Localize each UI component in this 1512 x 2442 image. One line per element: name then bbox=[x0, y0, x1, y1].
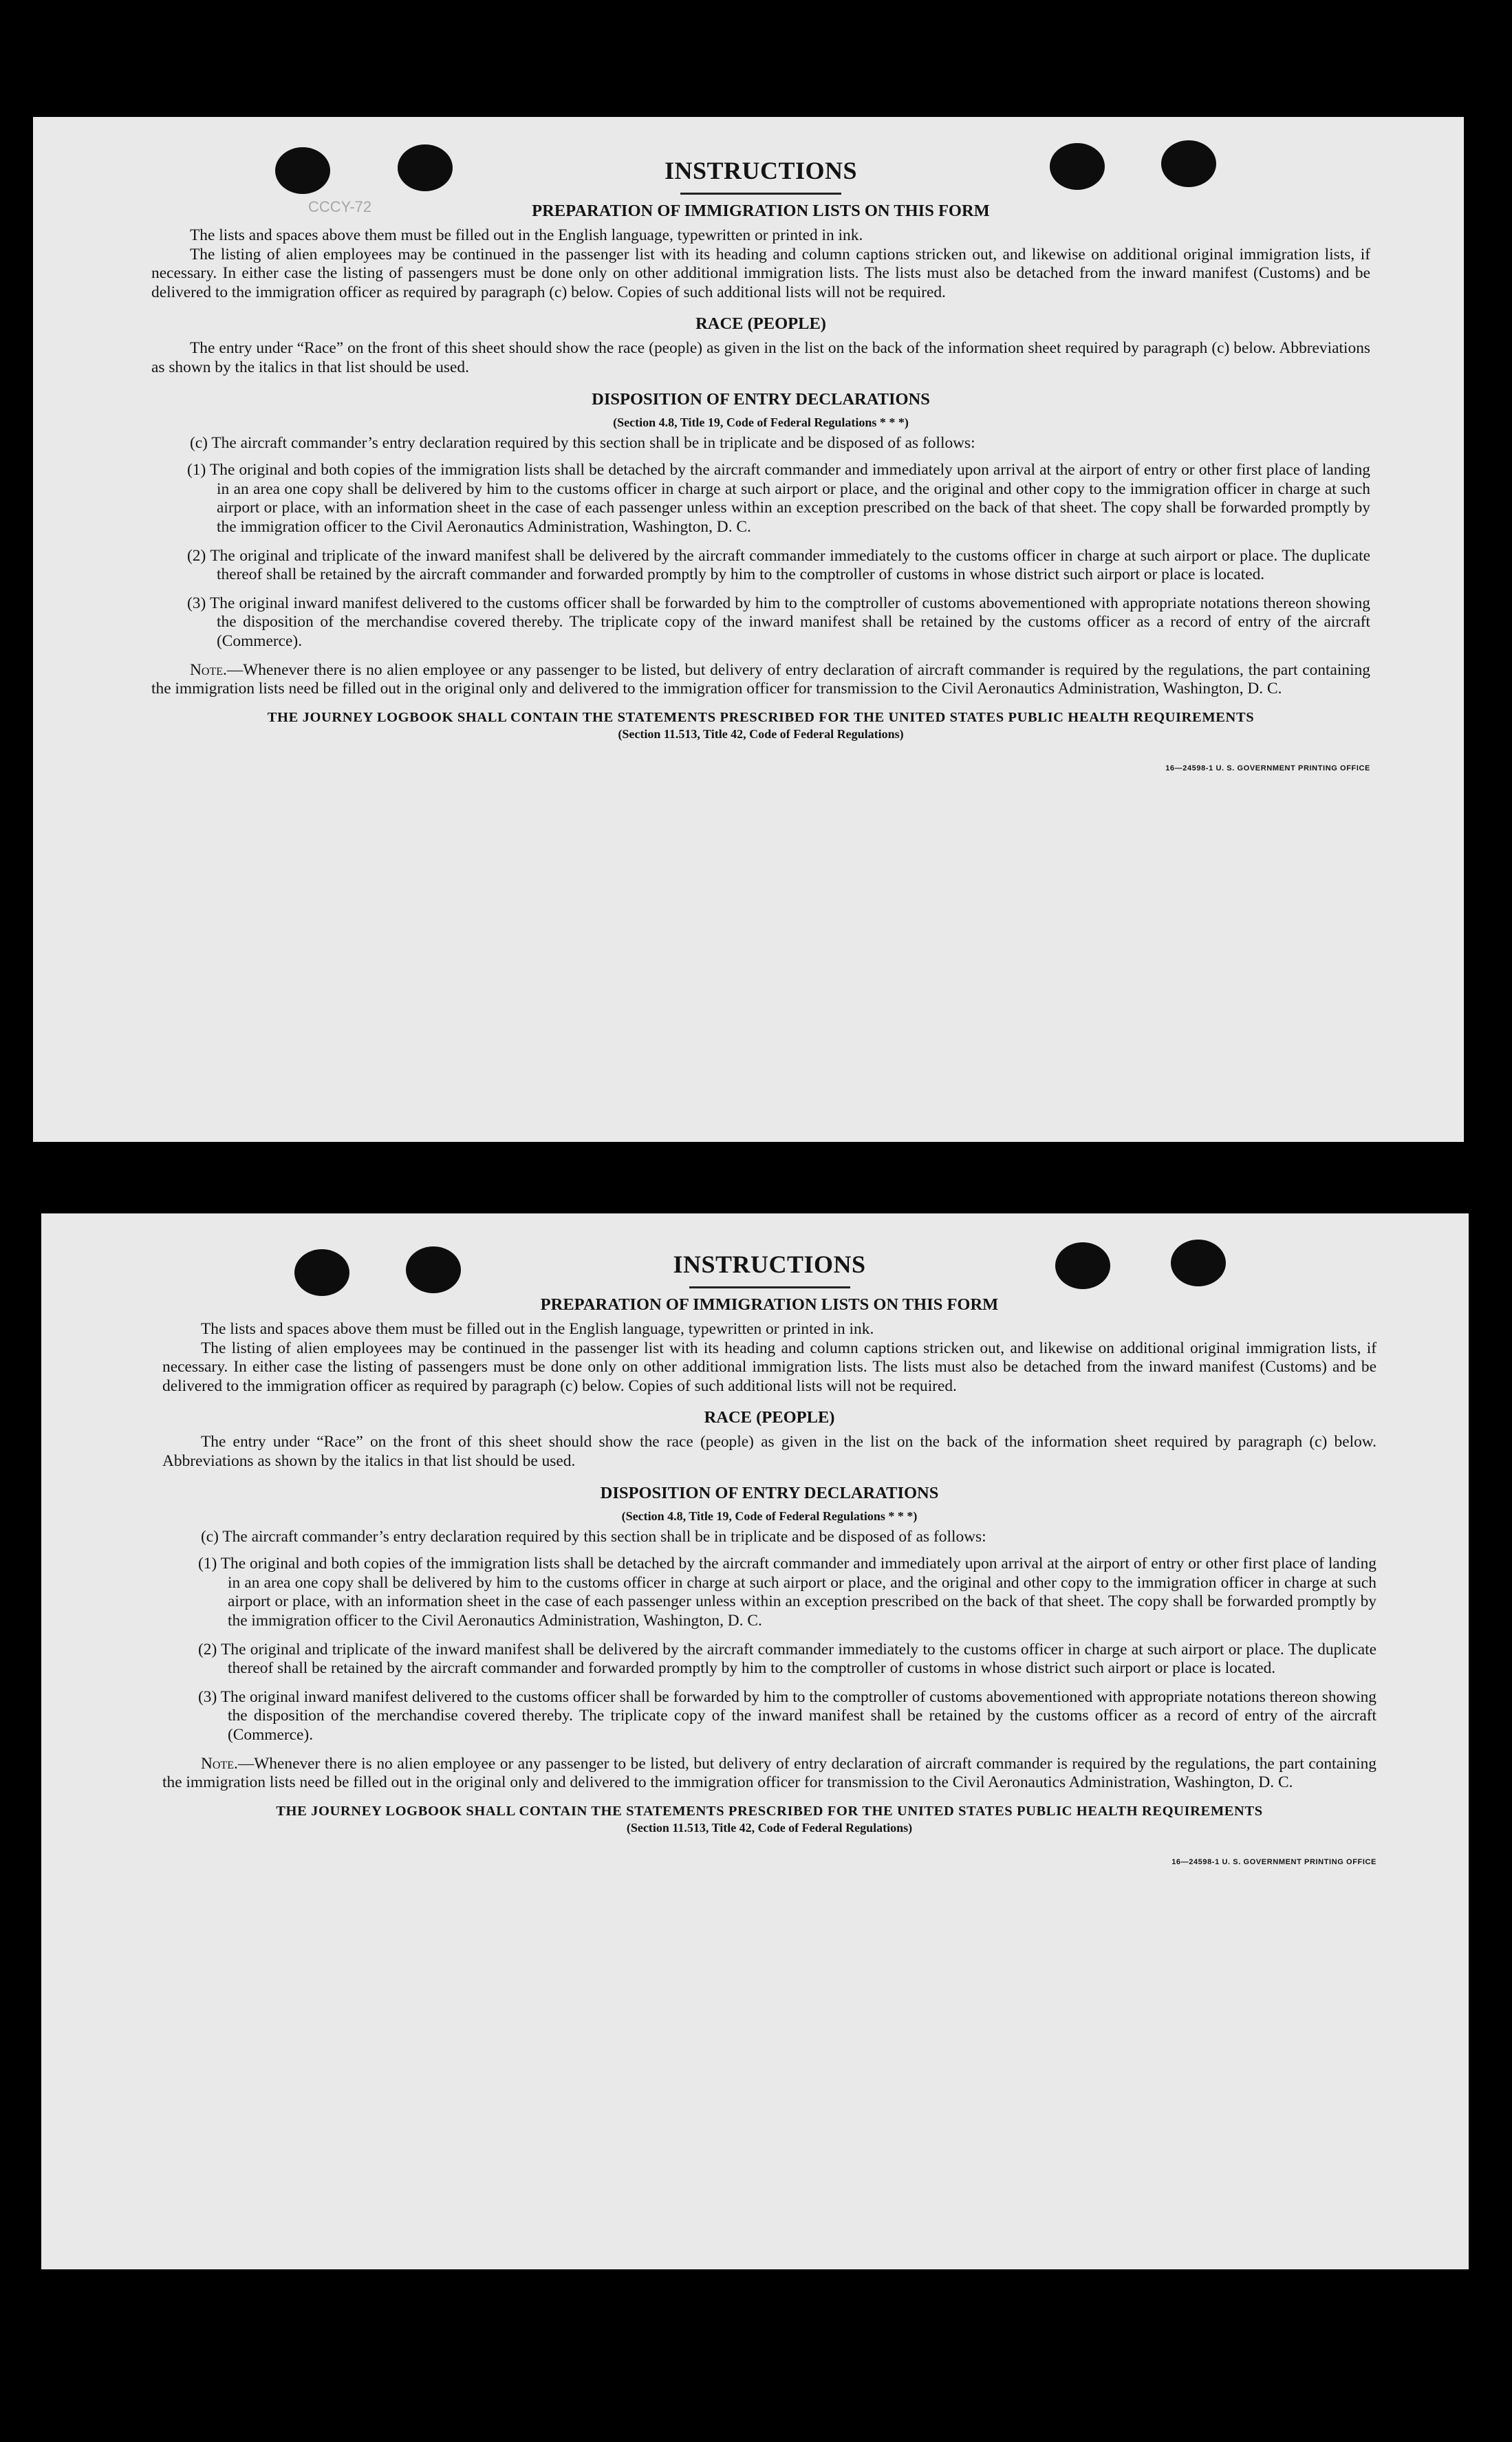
instruction-sheet-2 bbox=[41, 1213, 1469, 2269]
footer-citation: (Section 11.513, Title 42, Code of Federal Regulations) bbox=[626, 1820, 913, 1835]
regulation-citation: (Section 4.8, Title 19, Code of Federal Regulations * * *) bbox=[613, 415, 909, 429]
sheet-content bbox=[33, 157, 1464, 778]
sheet-content bbox=[41, 1251, 1469, 1872]
section-heading-race: RACE (PEOPLE) bbox=[695, 314, 826, 334]
paragraph: The listing of alien employees may be continued in the passenger list with its heading and column captions stricken out, and likewise on additional original immigration lists, if necessary. In either case the listing of passengers must be done only on other additional immigration lists. The lists must also be detached from the inward manifest (Customs) and be delivered to the immigration officer as required by paragraph (c) below. Copies of such additional lists will not be required. bbox=[151, 245, 1370, 301]
list-item: (1) The original and both copies of the immigration lists shall be detached by the aircraft commander and immediately upon arrival at the airport of entry or other first place of landing in an area one copy shall be delivered by him to the customs officer in charge at such airport or place, and the original and other copy to the immigration officer in charge at such airport or place, with an information sheet in the case of each passenger unless within an exception prescribed on the back of that sheet. The copy shall be forwarded promptly by the immigration officer to the Civil Aeronautics Administration, Washington, D. C. bbox=[198, 1555, 1376, 1630]
note-label: Note. bbox=[201, 1754, 238, 1773]
footer-citation: (Section 11.513, Title 42, Code of Federal Regulations) bbox=[618, 726, 904, 741]
paragraph: The entry under “Race” on the front of this sheet should show the race (people) as given in the list on the back of the information sheet required by paragraph (c) below. Abbreviations as shown by the italics in that list should be used. bbox=[162, 1433, 1376, 1470]
list-item: (2) The original and triplicate of the inward manifest shall be delivered by the aircraft commander immediately to the customs officer in charge at such airport or place. The duplicate thereof shall be retained by the aircraft commander and forwarded promptly by him to the comptroller of customs in whose district such airport or place is located. bbox=[187, 546, 1370, 584]
note-paragraph bbox=[162, 1755, 1376, 1793]
paragraph: The lists and spaces above them must be filled out in the English language, typewritten or printed in ink. bbox=[190, 226, 863, 244]
regulation-citation: (Section 4.8, Title 19, Code of Federal Regulations * * *) bbox=[621, 1509, 918, 1523]
paragraph: The listing of alien employees may be continued in the passenger list with its heading and column captions stricken out, and likewise on additional original immigration lists, if necessary. In either case the listing of passengers must be done only on other additional immigration lists. The lists must also be detached from the inward manifest (Customs) and be delivered to the immigration officer as required by paragraph (c) below. Copies of such additional lists will not be required. bbox=[162, 1339, 1376, 1395]
list-item: (3) The original inward manifest delivered to the customs officer shall be forwarded by him to the comptroller of customs abovementioned with appropriate notations thereon showing the disposition of the merchandise covered thereby. The triplicate copy of the inward manifest shall be retained by the customs officer as a record of entry of the aircraft (Commerce). bbox=[198, 1687, 1376, 1744]
section-heading-preparation: PREPARATION OF IMMIGRATION LISTS ON THIS FORM bbox=[540, 1295, 999, 1314]
faded-stamp: CCCY-72 bbox=[308, 198, 372, 215]
paragraph: The entry under “Race” on the front of this sheet should show the race (people) as given in the list on the back of the information sheet required by paragraph (c) below. Abbreviations as shown by the italics in that list should be used. bbox=[151, 339, 1370, 376]
section-heading-disposition: DISPOSITION OF ENTRY DECLARATIONS bbox=[592, 389, 930, 409]
section-heading-preparation: PREPARATION OF IMMIGRATION LISTS ON THIS FORM bbox=[532, 202, 990, 220]
printer-imprint: 16—24598-1 U. S. GOVERNMENT PRINTING OFFICE bbox=[1165, 764, 1370, 772]
paragraph-c: (c) The aircraft commander’s entry declaration required by this section shall be in triplicate and be disposed of as follows: bbox=[190, 433, 975, 452]
section-heading-race: RACE (PEOPLE) bbox=[704, 1408, 835, 1427]
footer-requirement: THE JOURNEY LOGBOOK SHALL CONTAIN THE STATEMENTS PRESCRIBED FOR THE UNITED STATES PUBLIC HEALTH REQUIREMENTS bbox=[267, 709, 1255, 725]
note-text: —Whenever there is no alien employee or any passenger to be listed, but delivery of entry declaration of aircraft commander is required by the regulations, the part containing the immigration lists need be filled out in the original only and delivered to the immigration officer for transmission to the Civil Aeronautics Administration, Washington, D. C. bbox=[162, 1754, 1376, 1792]
paragraph-c: (c) The aircraft commander’s entry declaration required by this section shall be in triplicate and be disposed of as follows: bbox=[201, 1527, 986, 1546]
page-title: INSTRUCTIONS bbox=[673, 1251, 866, 1278]
printer-imprint: 16—24598-1 U. S. GOVERNMENT PRINTING OFFICE bbox=[1171, 1857, 1376, 1866]
paragraph: The lists and spaces above them must be filled out in the English language, typewritten or printed in ink. bbox=[201, 1320, 874, 1338]
title-underline bbox=[689, 1286, 850, 1288]
title-underline bbox=[680, 193, 841, 195]
page-title: INSTRUCTIONS bbox=[664, 157, 858, 184]
list-item: (2) The original and triplicate of the inward manifest shall be delivered by the aircraft commander immediately to the customs officer in charge at such airport or place. The duplicate thereof shall be retained by the aircraft commander and forwarded promptly by him to the comptroller of customs in whose district such airport or place is located. bbox=[198, 1640, 1376, 1678]
note-label: Note. bbox=[190, 660, 227, 679]
list-item: (1) The original and both copies of the immigration lists shall be detached by the aircraft commander and immediately upon arrival at the airport of entry or other first place of landing in an area one copy shall be delivered by him to the customs officer in charge at such airport or place, and the original and other copy to the immigration officer in charge at such airport or place, with an information sheet in the case of each passenger unless within an exception prescribed on the back of that sheet. The copy shall be forwarded promptly by the immigration officer to the Civil Aeronautics Administration, Washington, D. C. bbox=[187, 461, 1370, 536]
list-item: (3) The original inward manifest delivered to the customs officer shall be forwarded by him to the comptroller of customs abovementioned with appropriate notations thereon showing the disposition of the merchandise covered thereby. The triplicate copy of the inward manifest shall be retained by the customs officer as a record of entry of the aircraft (Commerce). bbox=[187, 594, 1370, 650]
note-text: —Whenever there is no alien employee or any passenger to be listed, but delivery of entry declaration of aircraft commander is required by the regulations, the part containing the immigration lists need be filled out in the original only and delivered to the immigration officer for transmission to the Civil Aeronautics Administration, Washington, D. C. bbox=[151, 660, 1370, 698]
note-paragraph bbox=[151, 661, 1370, 699]
section-heading-disposition: DISPOSITION OF ENTRY DECLARATIONS bbox=[600, 1483, 939, 1502]
footer-requirement: THE JOURNEY LOGBOOK SHALL CONTAIN THE STATEMENTS PRESCRIBED FOR THE UNITED STATES PUBLIC HEALTH REQUIREMENTS bbox=[276, 1803, 1263, 1819]
instruction-sheet-1 bbox=[33, 117, 1464, 1142]
